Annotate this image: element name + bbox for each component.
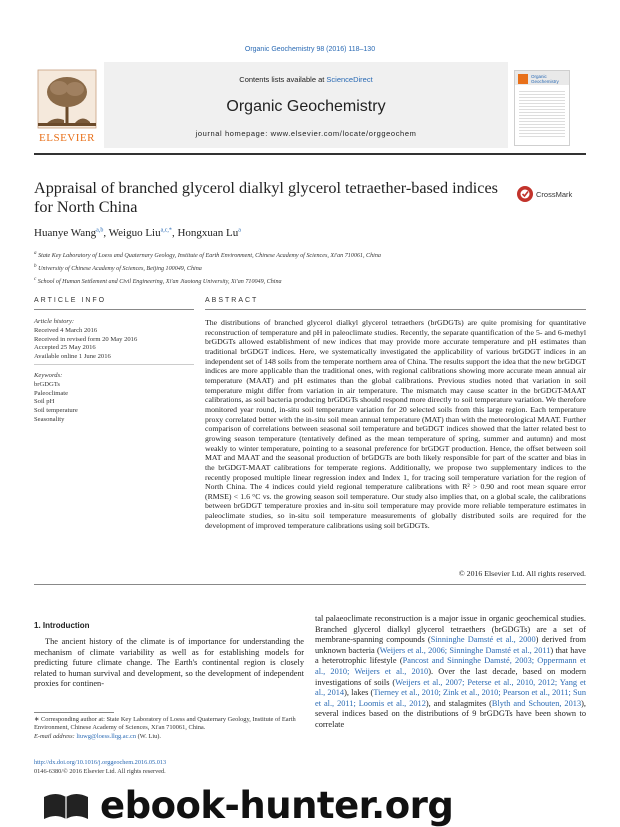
citation-link[interactable]: Sinninghe Damsté et al., 2000 [430, 635, 536, 645]
corresponding-author-footnote [34, 716, 304, 741]
elsevier-wordmark: ELSEVIER [39, 132, 95, 144]
author-name[interactable]: Hongxuan Lu [177, 227, 239, 239]
homepage-line [104, 129, 508, 138]
abstract-heading: ABSTRACT [205, 297, 259, 304]
body-text: ) derived from unknown bacteria ( [315, 635, 586, 655]
keyword-item: Paleoclimate [34, 389, 69, 397]
contents-prefix: Contents lists available at [239, 75, 327, 84]
author-affiliation-sup[interactable]: a,c,* [160, 227, 172, 234]
doi-link[interactable]: http://dx.doi.org/10.1016/j.orggeochem.2016.05.013 [34, 759, 167, 766]
history-item: Received in revised form 20 May 2016 [34, 335, 138, 343]
body-text: ). Over the last decade, based on modern investigations of soils ( [315, 666, 587, 687]
journal-reference-link[interactable]: Organic Geochemistry 98 (2016) 118–130 [244, 46, 376, 53]
author-affiliation-sup[interactable]: a [238, 227, 241, 234]
keyword-item: Soil pH [34, 398, 55, 406]
affiliation-item: $^b$ University of Chinese Academy of Sciences, Beijing 100049, China [34, 263, 202, 273]
introduction-right-column [315, 614, 586, 731]
book-icon [40, 789, 92, 823]
introduction-heading: 1. Introduction [34, 621, 90, 630]
contents-line [104, 75, 508, 84]
issn-line: 0146-6380/© 2016 Elsevier Ltd. All rights reserved. [34, 768, 166, 775]
history-item: Received 4 March 2016 [34, 326, 98, 334]
introduction-left-column: The ancient history of the climate is of importance for understanding the mechanism of climate variability as well as for establishing models for predicting future climate change. The Earth's continental region is closely related to human survival and development, so the development of independent proxies for continen- [34, 637, 304, 689]
sciencedirect-link[interactable]: ScienceDirect [326, 75, 373, 84]
citation-link[interactable]: Blyth and Schouten, 2013 [491, 698, 582, 708]
keywords-label: Keywords: [34, 371, 63, 379]
crossmark-badge[interactable] [516, 184, 576, 204]
footnote-rule [34, 712, 114, 713]
body-text: ), lakes ( [344, 688, 374, 698]
citation-link[interactable]: Weijers et al., 2006; Sinninghe Damsté et al., 2011 [379, 645, 551, 655]
history-item: Accepted 25 May 2016 [34, 344, 96, 352]
affiliation-list [34, 248, 574, 287]
header-rule [34, 153, 586, 155]
article-info-divider [34, 364, 194, 365]
keyword-item: brGDGTs [34, 380, 60, 388]
author-affiliation-sup[interactable]: a,b [96, 227, 104, 234]
email-line: E-mail address: liuwg@loess.llqg.ac.cn (W. Liu). [34, 732, 162, 740]
article-info-block [34, 318, 194, 425]
author-list: Huanye Wang$^{a,b}$, Weiguo Liu$^{a,c,*}$, Hongxuan Lu$^a$ [34, 227, 241, 239]
cover-logo-square [518, 74, 528, 84]
abstract-copyright: © 2016 Elsevier Ltd. All rights reserved. [458, 569, 586, 578]
affiliation-item: $^c$ School of Human Settlement and Civil Engineering, Xi'an Jiaotong University, Xi'an 710049, China [34, 276, 282, 286]
article-info-heading: ARTICLE INFO [34, 297, 107, 304]
abstract-text: The distributions of branched glycerol dialkyl glycerol tetraethers (brGDGTs) are quite promising for quantitative reconstruction of temperature and pH in paleoclimate studies. Recently, the separate quantification of the 5- and 6-methyl brGDGTs allowed establishment of new indices that may provide more accurate temperature and pH estimates than traditional brGDGT indices. Here, we systematically investigated the applicability of various brGDGT indices in an independent set of 148 soils from the temperate northern area of China. The results support the idea that the new brGDGT indices are more applicable than the traditional ones, with regional calibrations showing more accurate mean annual air temperature (MAAT) and pH estimates than the global calibrations. Previous studies noted that variation in soil temperature might differ from variation in air temperature. The mismatch may cause scatter in the brGDGT-MAAT calibrations, as soil bacteria producing brGDGTs should respond more directly to soil temperature variation. We therefore monitored year round, in-situ soil temperature variation for 20 selected soils from this large region. Each temperature proxy correlated better with the in-situ soil mean annual temperature (MAT) than with the meteorological MAAT. Further comparison of correlations between seasonal soil temperature and brGDGT indices showed that the latter related best to growing season temperature (tentatively defined as the mean temperature of spring, summer and autumn) and most weakly to winter temperature, pointing to a seasonal preference for brGDGT production. Hence, the offset between soil MAT and MAAT and the seasonal production of brGDGTs are both likely responsible for part of the scatter and bias in the brGDGT-MAAT calibrations for temperate regions. Additionally, we propose two supplementary indices to the recently proposed multiple linear regression index and Index 1, for tracing soil temperature variation for the region of North China. The 4 indices could yield regional temperature calibrations with R² > 0.90 and root mean square error (RMSE) < 1.6 °C vs. the growing season soil temperature. Our study also implies that, on a global scale, the calibrations between brGDGT temperature proxies and in-situ soil temperature may provide more reliable temperature estimates in paleoclimate studies, so in-situ soil temperature measurements of globally distributed soils are required for the development of improved temperature calibrations using soil brGDGTs. [205, 318, 586, 530]
corresponding-author-text: ∗ Corresponding author at: State Key Laboratory of Loess and Quaternary Geology, Institute of Earth Environment, Chinese Academy of Sciences, Xi'an 710061, China. [34, 716, 296, 732]
body-text: ) that have a heterotrophic lifestyle ( [315, 645, 586, 666]
email-link[interactable]: liuwg@loess.llqg.ac.cn [76, 732, 137, 740]
cover-text-lines [519, 89, 565, 139]
citation-link[interactable]: Weijers et al., 2007; Peterse et al., 2010, 2012; Yang et al., 2014 [315, 677, 586, 698]
journal-cover-thumbnail[interactable] [514, 70, 570, 146]
affiliation-item: $^a$ State Key Laboratory of Loess and Quaternary Geology, Institute of Earth Environment, Chinese Academy of Sciences, Xi'an 710061, China [34, 250, 381, 260]
article-info-rule [34, 309, 194, 310]
citation-link[interactable]: Tierney et al., 2010; Zink et al., 2010; Pearson et al., 2011; Sun et al., 2011; Loomis et al., 2012 [315, 688, 586, 708]
crossmark-label: CrossMark [536, 190, 573, 199]
keyword-item: Seasonality [34, 415, 65, 423]
abstract-rule [205, 309, 586, 310]
cover-title: Organic Geochemistry [531, 74, 559, 84]
author-name[interactable]: Weiguo Liu [108, 227, 161, 239]
watermark-text: ebook-hunter.org [100, 784, 454, 827]
author-name[interactable]: Huanye Wang [34, 227, 97, 239]
abstract-bottom-rule [34, 584, 586, 585]
body-text: tal palaeoclimate reconstruction is a major issue in organic geochemical studies. Branched glycerol dialkyl glycerol tetraethers (brGDGTs) are a set of membrane-spanning compounds ( [315, 614, 586, 645]
history-item: Available online 1 June 2016 [34, 353, 111, 361]
body-text: ), and stalagmites ( [425, 698, 492, 708]
homepage-prefix: journal homepage: [195, 129, 271, 138]
article-title: Appraisal of branched glycerol dialkyl glycerol tetraether-based indices for North China [34, 179, 498, 216]
keyword-item: Soil temperature [34, 407, 78, 415]
homepage-url-link[interactable]: www.elsevier.com/locate/orggeochem [270, 129, 417, 138]
history-label: Article history: [34, 318, 75, 325]
journal-title: Organic Geochemistry [226, 98, 386, 115]
body-text: ), several indices based on the distributions of 9 brGDGTs have been shown to correlate [315, 698, 586, 729]
citation-link[interactable]: Pancost and Sinninghe Damsté, 2003; Oppermann et al., 2010; Weijers et al., 2010 [315, 656, 586, 676]
